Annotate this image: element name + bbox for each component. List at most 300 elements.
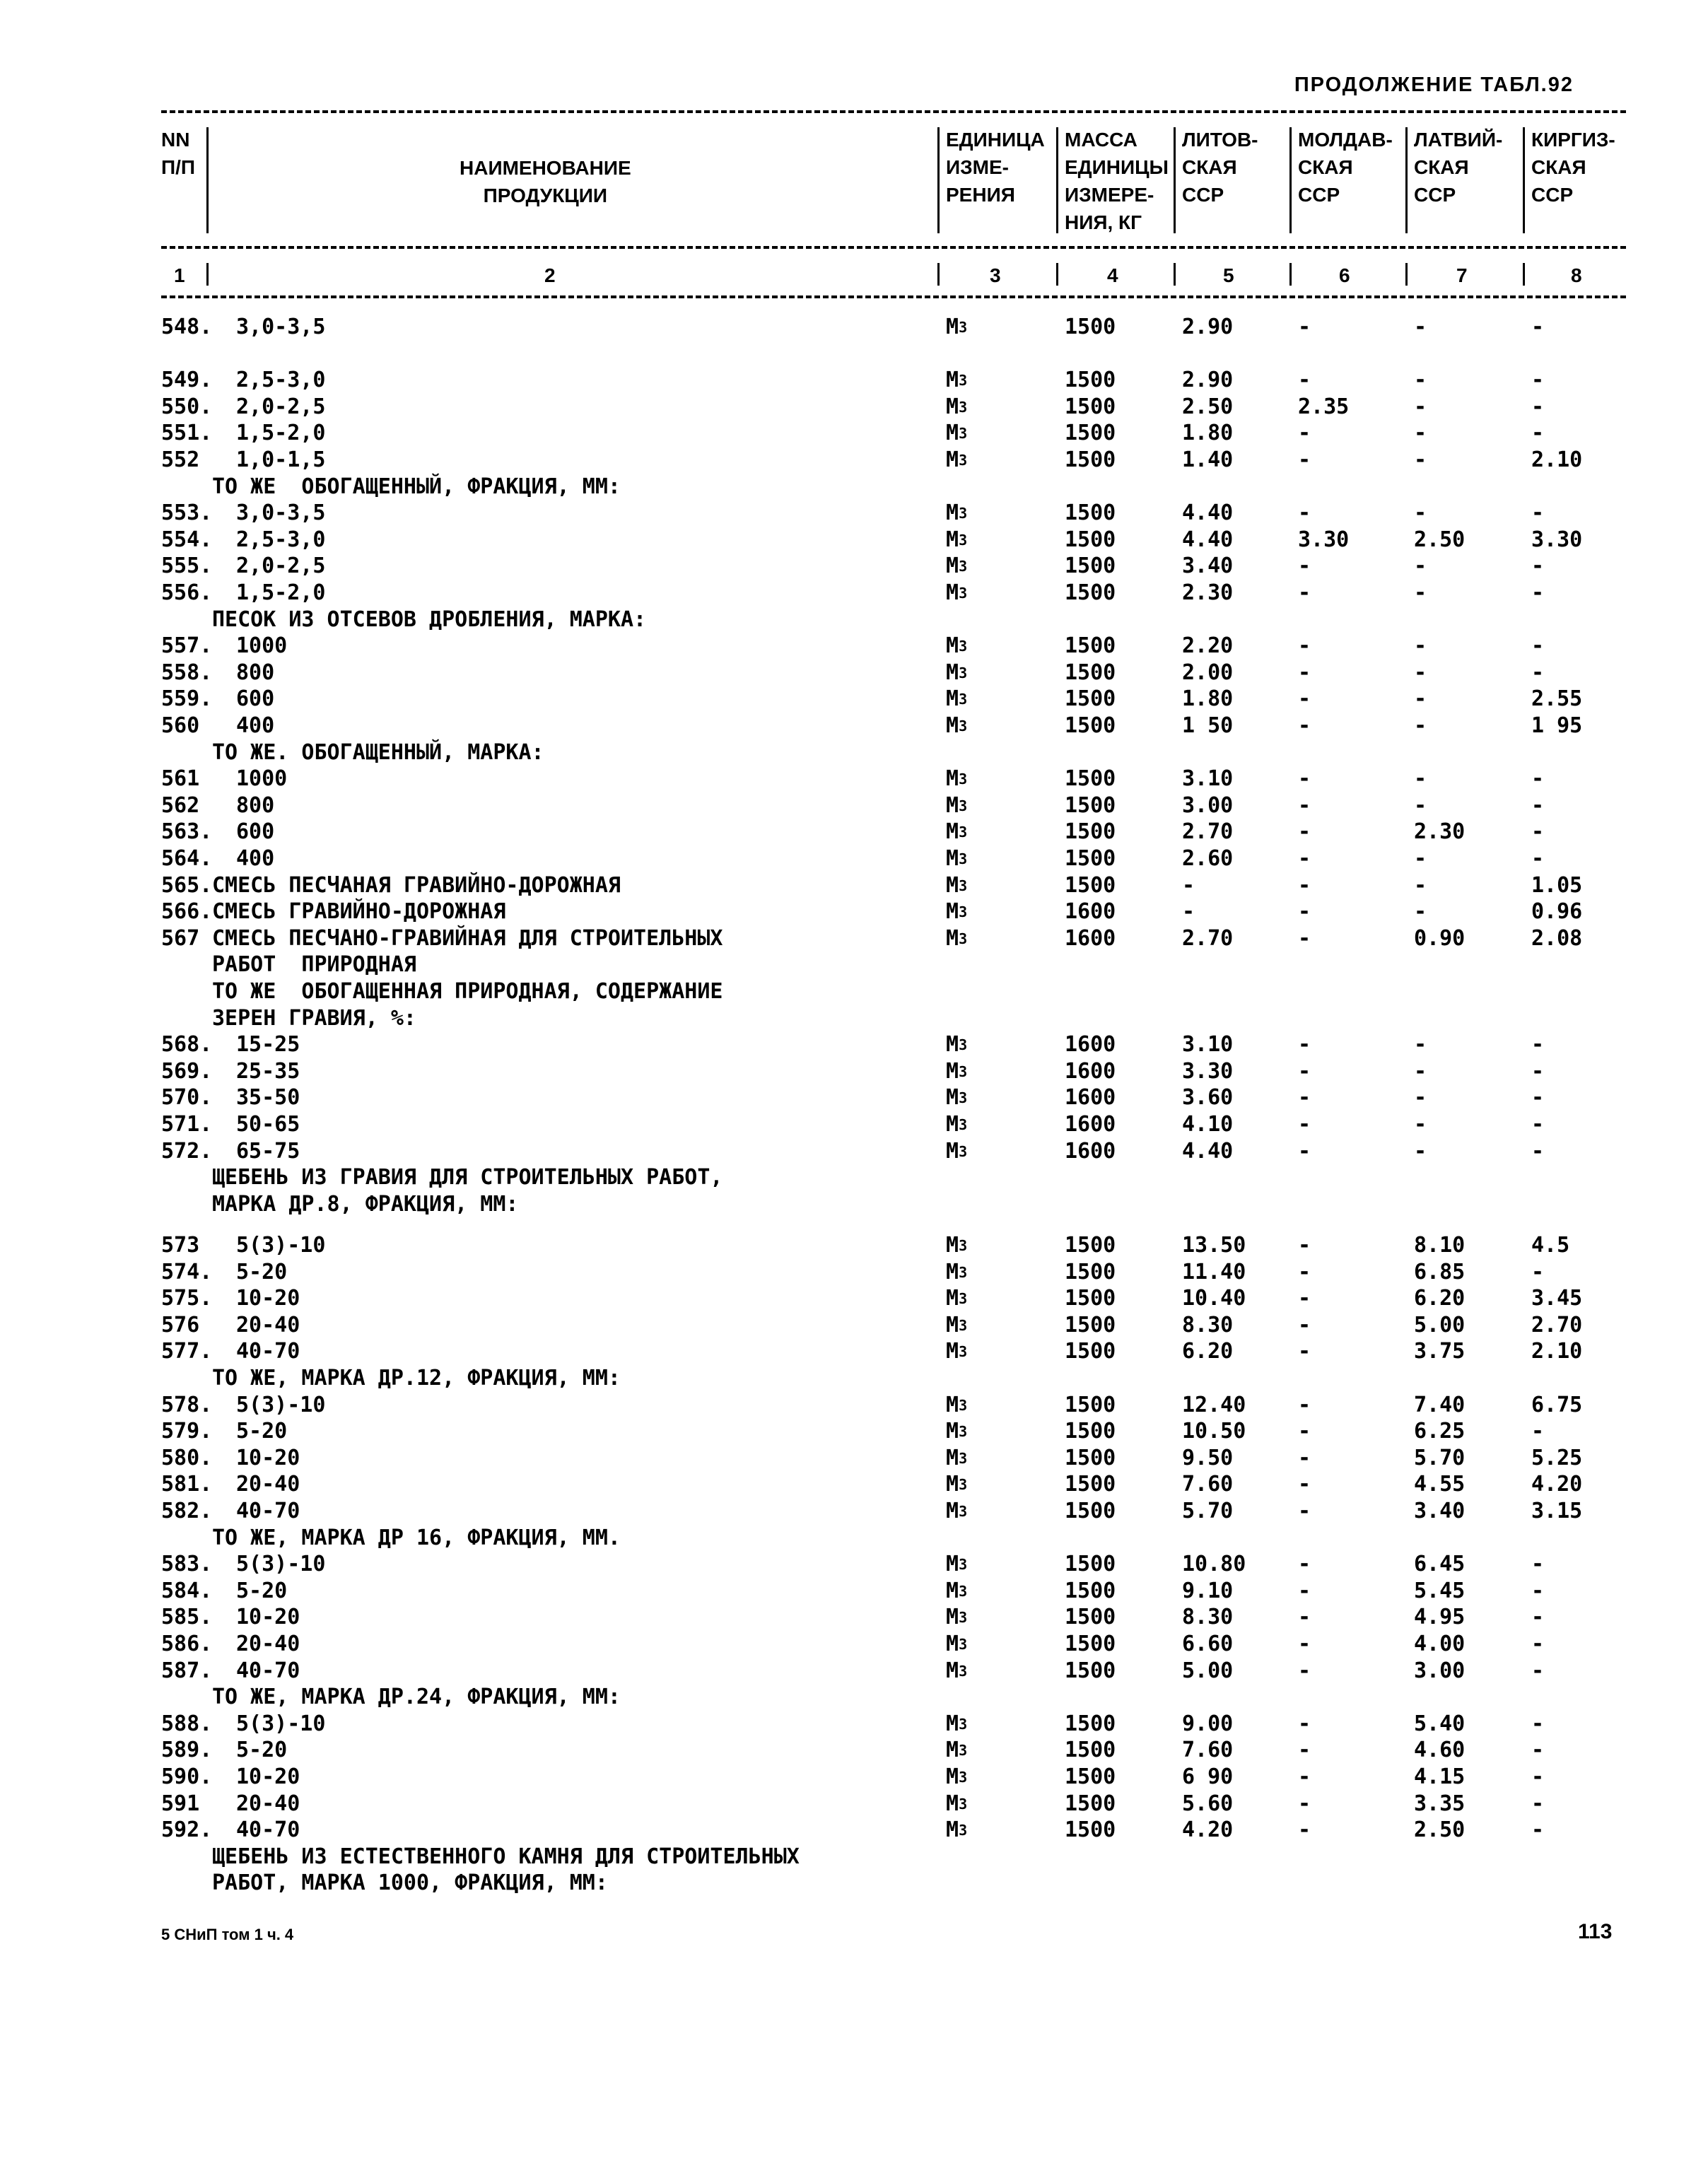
kyrgyz-value: - [1531, 1578, 1545, 1603]
unit-cell [946, 394, 967, 421]
lithuanian-value: 9.00 [1182, 1711, 1234, 1736]
unit-text: М [946, 1112, 959, 1137]
header-separator [1405, 127, 1408, 233]
mass-value: 1500 [1065, 1472, 1116, 1497]
kyrgyz-value: - [1531, 1632, 1545, 1657]
unit-superscript: 3 [959, 850, 968, 867]
row-number: 580. [161, 1445, 213, 1470]
moldavian-value: 2.35 [1298, 394, 1350, 419]
section-heading-text: ЩЕБЕНЬ ИЗ ГРАВИЯ ДЛЯ СТРОИТЕЛЬНЫХ РАБОТ, [212, 1165, 723, 1190]
unit-superscript: 3 [959, 585, 968, 602]
latvian-value: 4.55 [1414, 1472, 1466, 1497]
moldavian-value: - [1298, 1445, 1311, 1470]
section-heading [0, 1191, 1708, 1218]
latvian-value: - [1414, 872, 1427, 898]
moldavian-value: - [1298, 1632, 1311, 1657]
kyrgyz-value: - [1531, 792, 1545, 818]
product-name: СМЕСЬ ПЕСЧАНО-ГРАВИЙНАЯ ДЛЯ СТРОИТЕЛЬНЫХ [212, 925, 723, 951]
moldavian-value: - [1298, 1419, 1311, 1444]
lithuanian-value: 4.40 [1182, 500, 1234, 526]
section-heading-text: ЗЕРЕН ГРАВИЯ, %: [212, 1005, 416, 1031]
row-number: 589. [161, 1738, 213, 1763]
unit-superscript: 3 [959, 1396, 968, 1414]
product-name: 40-70 [236, 1658, 300, 1683]
table-row [0, 792, 1708, 819]
unit-cell [946, 1498, 967, 1525]
section-heading-text: ТО ЖЕ ОБОГАЩЕННЫЙ, ФРАКЦИЯ, ММ: [212, 474, 621, 499]
mass-value: 1500 [1065, 713, 1116, 738]
kyrgyz-value: - [1531, 846, 1545, 871]
section-heading [0, 1164, 1708, 1191]
unit-text: М [946, 633, 959, 659]
kyrgyz-value: - [1531, 1711, 1545, 1736]
unit-text: М [946, 1259, 959, 1284]
unit-superscript: 3 [959, 691, 968, 708]
table-row [0, 660, 1708, 686]
moldavian-value: - [1298, 1032, 1311, 1058]
moldavian-value: 3.30 [1298, 527, 1350, 552]
row-number: 591 [161, 1791, 200, 1816]
mass-value: 1500 [1065, 315, 1116, 339]
latvian-value: 4.60 [1414, 1738, 1466, 1763]
moldavian-value: - [1298, 1738, 1311, 1763]
table-top-rule [161, 110, 1626, 113]
table-row [0, 1711, 1708, 1738]
unit-cell [946, 633, 967, 660]
unit-cell [946, 367, 967, 394]
lithuanian-value: 3.40 [1182, 554, 1234, 579]
latvian-value: - [1414, 899, 1427, 925]
kyrgyz-value: - [1531, 1085, 1545, 1111]
unit-superscript: 3 [959, 664, 968, 681]
moldavian-value: - [1298, 1791, 1311, 1816]
unit-text: М [946, 686, 959, 712]
kyrgyz-value: - [1531, 1738, 1545, 1763]
unit-superscript: 3 [959, 1822, 968, 1839]
lithuanian-value: 1.40 [1182, 447, 1234, 472]
lithuanian-value: 4.10 [1182, 1112, 1234, 1137]
row-number: 590. [161, 1764, 213, 1790]
mass-value: 1500 [1065, 368, 1116, 393]
kyrgyz-value: - [1531, 394, 1545, 419]
latvian-value: 8.10 [1414, 1233, 1466, 1258]
unit-superscript: 3 [959, 638, 968, 655]
unit-text: М [946, 1632, 959, 1657]
latvian-value: 3.35 [1414, 1791, 1466, 1816]
lithuanian-value: 11.40 [1182, 1259, 1246, 1284]
number-separator [1405, 263, 1408, 286]
col-header-lit: ЛИТОВ- СКАЯ ССР [1182, 129, 1258, 206]
lithuanian-value: 2.50 [1182, 394, 1234, 419]
latvian-value: 2.50 [1414, 527, 1466, 552]
mass-value: 1500 [1065, 1339, 1116, 1364]
mass-value: 1500 [1065, 633, 1116, 659]
row-number: 585. [161, 1605, 213, 1630]
moldavian-value: - [1298, 315, 1311, 339]
latvian-value: - [1414, 447, 1427, 472]
col-header-kir: КИРГИЗ- СКАЯ ССР [1531, 129, 1615, 206]
row-number: 571. [161, 1112, 213, 1137]
unit-text: М [946, 1711, 959, 1736]
product-name: 1,0-1,5 [236, 447, 326, 472]
mass-value: 1500 [1065, 1658, 1116, 1683]
latvian-value: - [1414, 580, 1427, 605]
kyrgyz-value: - [1531, 1138, 1545, 1164]
row-number: 587. [161, 1658, 213, 1683]
moldavian-value: - [1298, 819, 1311, 845]
table-body-rule [161, 295, 1626, 298]
unit-text: М [946, 1138, 959, 1164]
mass-value: 1500 [1065, 580, 1116, 605]
moldavian-value: - [1298, 899, 1311, 925]
latvian-value: - [1414, 686, 1427, 712]
moldavian-value: - [1298, 872, 1311, 898]
product-name: 2,0-2,5 [236, 394, 326, 419]
col-number: 7 [1456, 264, 1468, 286]
unit-text: М [946, 792, 959, 818]
row-number: 550. [161, 394, 213, 419]
table-row [0, 447, 1708, 474]
unit-superscript: 3 [959, 398, 968, 416]
moldavian-value: - [1298, 554, 1311, 579]
latvian-value: 5.70 [1414, 1445, 1466, 1470]
number-separator [1056, 263, 1058, 286]
row-number: 569. [161, 1058, 213, 1084]
section-heading [0, 952, 1708, 978]
table-row [0, 1392, 1708, 1419]
kyrgyz-value: 2.55 [1531, 686, 1583, 712]
table-row [0, 367, 1708, 394]
unit-text: М [946, 1233, 959, 1258]
unit-text: М [946, 1658, 959, 1683]
unit-cell [946, 766, 967, 792]
moldavian-value: - [1298, 1711, 1311, 1736]
kyrgyz-value: 6.75 [1531, 1392, 1583, 1417]
section-heading [0, 1005, 1708, 1032]
unit-cell [946, 1338, 967, 1365]
latvian-value: - [1414, 421, 1427, 446]
product-name: 800 [236, 660, 275, 685]
unit-superscript: 3 [959, 1476, 968, 1494]
moldavian-value: - [1298, 368, 1311, 393]
header-separator [937, 127, 940, 233]
footer-source: 5 СНиП том 1 ч. 4 [161, 1926, 294, 1943]
unit-cell [946, 1285, 967, 1312]
section-heading-text: МАРКА ДР.8, ФРАКЦИЯ, ММ: [212, 1191, 519, 1217]
lithuanian-value: 1.80 [1182, 686, 1234, 712]
moldavian-value: - [1298, 1058, 1311, 1084]
lithuanian-value: - [1182, 872, 1195, 898]
kyrgyz-value: 2.10 [1531, 447, 1583, 472]
header-separator [1056, 127, 1058, 233]
product-name: 20-40 [236, 1312, 300, 1337]
lithuanian-value: 10.40 [1182, 1286, 1246, 1311]
moldavian-value: - [1298, 925, 1311, 951]
latvian-value: - [1414, 368, 1427, 393]
mass-value: 1500 [1065, 1392, 1116, 1417]
row-number: 579. [161, 1419, 213, 1444]
unit-cell [946, 660, 967, 686]
kyrgyz-value: - [1531, 1791, 1545, 1816]
product-name: 1000 [236, 766, 288, 792]
unit-cell [946, 819, 967, 845]
lithuanian-value: 2.70 [1182, 819, 1234, 845]
product-name: 5-20 [236, 1738, 288, 1763]
product-name: 35-50 [236, 1085, 300, 1111]
table-row [0, 686, 1708, 713]
unit-superscript: 3 [959, 1062, 968, 1080]
mass-value: 1500 [1065, 1499, 1116, 1524]
col-number: 8 [1571, 264, 1582, 286]
kyrgyz-value: 4.20 [1531, 1472, 1583, 1497]
unit-cell [946, 872, 967, 899]
mass-value: 1500 [1065, 1552, 1116, 1577]
section-heading [0, 739, 1708, 766]
mass-value: 1500 [1065, 1791, 1116, 1816]
kyrgyz-value: 0.96 [1531, 899, 1583, 925]
unit-superscript: 3 [959, 1795, 968, 1813]
latvian-value: - [1414, 1058, 1427, 1084]
latvian-value: - [1414, 1112, 1427, 1137]
col-header-unit: ЕДИНИЦА ИЗМЕ- РЕНИЯ [946, 129, 1045, 206]
row-number: 578. [161, 1392, 213, 1417]
moldavian-value: - [1298, 1286, 1311, 1311]
col-number: 6 [1339, 264, 1350, 286]
number-separator [1523, 263, 1525, 286]
unit-cell [946, 1445, 967, 1472]
mass-value: 1500 [1065, 1711, 1116, 1736]
product-name: 1000 [236, 633, 288, 659]
table-row [0, 1764, 1708, 1791]
unit-text: М [946, 899, 959, 925]
unit-superscript: 3 [959, 452, 968, 469]
unit-superscript: 3 [959, 1556, 968, 1574]
mass-value: 1500 [1065, 819, 1116, 845]
row-number: 564. [161, 846, 213, 871]
unit-text: М [946, 1791, 959, 1816]
table-row [0, 766, 1708, 792]
product-name: 15-25 [236, 1032, 300, 1058]
unit-superscript: 3 [959, 903, 968, 921]
latvian-value: 5.40 [1414, 1711, 1466, 1736]
kyrgyz-value: - [1531, 1658, 1545, 1683]
moldavian-value: - [1298, 1658, 1311, 1683]
table-row [0, 1551, 1708, 1578]
latvian-value: 3.00 [1414, 1658, 1466, 1683]
col-header-mol: МОЛДАВ- СКАЯ ССР [1298, 129, 1393, 206]
unit-cell [946, 527, 967, 554]
table-row [0, 1338, 1708, 1365]
unit-superscript: 3 [959, 1769, 968, 1786]
unit-cell [946, 1711, 967, 1738]
table-row [0, 1658, 1708, 1685]
unit-text: М [946, 846, 959, 871]
moldavian-value: - [1298, 713, 1311, 738]
unit-superscript: 3 [959, 1449, 968, 1467]
mass-value: 1600 [1065, 1138, 1116, 1164]
mass-value: 1500 [1065, 1764, 1116, 1790]
row-number: 558. [161, 660, 213, 685]
table-row [0, 1312, 1708, 1339]
moldavian-value: - [1298, 1138, 1311, 1164]
lithuanian-value: 4.40 [1182, 1138, 1234, 1164]
table-row [0, 1817, 1708, 1844]
unit-cell [946, 1084, 967, 1111]
kyrgyz-value: 3.45 [1531, 1286, 1583, 1311]
lithuanian-value: 2.00 [1182, 660, 1234, 685]
moldavian-value: - [1298, 660, 1311, 685]
latvian-value: - [1414, 660, 1427, 685]
lithuanian-value: 4.40 [1182, 527, 1234, 552]
row-number: 581. [161, 1472, 213, 1497]
latvian-value: - [1414, 792, 1427, 818]
unit-text: М [946, 766, 959, 792]
product-name: СМЕСЬ ГРАВИЙНО-ДОРОЖНАЯ [212, 899, 506, 925]
unit-cell [946, 420, 967, 447]
unit-superscript: 3 [959, 1503, 968, 1521]
mass-value: 1600 [1065, 1112, 1116, 1137]
moldavian-value: - [1298, 1339, 1311, 1364]
section-heading [0, 1525, 1708, 1552]
unit-superscript: 3 [959, 319, 968, 336]
header-separator [1523, 127, 1525, 233]
row-number: 577. [161, 1339, 213, 1364]
product-name: 5(3)-10 [236, 1711, 326, 1736]
unit-cell [946, 1604, 967, 1631]
unit-superscript: 3 [959, 1715, 968, 1733]
moldavian-value: - [1298, 1499, 1311, 1524]
kyrgyz-value: - [1531, 819, 1545, 845]
product-name: 5(3)-10 [236, 1233, 326, 1258]
col-number: 2 [544, 264, 556, 286]
product-name: 600 [236, 819, 275, 845]
lithuanian-value: 9.50 [1182, 1445, 1234, 1470]
moldavian-value: - [1298, 1085, 1311, 1111]
lithuanian-value: 2.20 [1182, 633, 1234, 659]
product-name: СМЕСЬ ПЕСЧАНАЯ ГРАВИЙНО-ДОРОЖНАЯ [212, 872, 621, 898]
unit-cell [946, 500, 967, 527]
unit-cell [946, 580, 967, 607]
section-heading [0, 1684, 1708, 1711]
header-separator [1289, 127, 1292, 233]
moldavian-value: - [1298, 580, 1311, 605]
unit-text: М [946, 554, 959, 579]
lithuanian-value: - [1182, 899, 1195, 925]
unit-text: М [946, 1578, 959, 1603]
mass-value: 1600 [1065, 1085, 1116, 1111]
lithuanian-value: 2.30 [1182, 580, 1234, 605]
latvian-value: - [1414, 713, 1427, 738]
moldavian-value: - [1298, 1259, 1311, 1284]
table-row [0, 1604, 1708, 1631]
kyrgyz-value: 3.15 [1531, 1499, 1583, 1524]
unit-cell [946, 845, 967, 872]
table-row [0, 1058, 1708, 1085]
row-number: 561 [161, 766, 200, 792]
number-separator [1289, 263, 1292, 286]
table-row [0, 1471, 1708, 1498]
moldavian-value: - [1298, 1764, 1311, 1790]
latvian-value: - [1414, 500, 1427, 526]
row-number: 574. [161, 1259, 213, 1284]
unit-cell [946, 1232, 967, 1259]
unit-text: М [946, 713, 959, 738]
unit-superscript: 3 [959, 930, 968, 947]
latvian-value: 6.20 [1414, 1286, 1466, 1311]
lithuanian-value: 5.00 [1182, 1658, 1234, 1683]
unit-superscript: 3 [959, 372, 968, 390]
kyrgyz-value: 3.30 [1531, 527, 1583, 552]
mass-value: 1500 [1065, 1312, 1116, 1337]
number-separator [937, 263, 940, 286]
table-row [0, 1498, 1708, 1525]
unit-text: М [946, 1445, 959, 1470]
unit-text: М [946, 1552, 959, 1577]
lithuanian-value: 2.60 [1182, 846, 1234, 871]
unit-text: М [946, 660, 959, 685]
unit-text: М [946, 368, 959, 393]
product-name: 20-40 [236, 1791, 300, 1816]
moldavian-value: - [1298, 846, 1311, 871]
row-number: 563. [161, 819, 213, 845]
col-number: 4 [1107, 264, 1118, 286]
col-number: 1 [174, 264, 185, 286]
unit-text: М [946, 315, 959, 339]
unit-text: М [946, 1058, 959, 1084]
table-continuation-title: ПРОДОЛЖЕНИЕ ТАБЛ.92 [1294, 74, 1574, 96]
lithuanian-value: 6 90 [1182, 1764, 1234, 1790]
product-name: 600 [236, 686, 275, 712]
unit-superscript: 3 [959, 771, 968, 788]
lithuanian-value: 3.30 [1182, 1058, 1234, 1084]
lithuanian-value: 1 50 [1182, 713, 1234, 738]
kyrgyz-value: - [1531, 1259, 1545, 1284]
row-number: 586. [161, 1632, 213, 1657]
unit-text: М [946, 394, 959, 419]
latvian-value: - [1414, 846, 1427, 871]
unit-superscript: 3 [959, 1609, 968, 1627]
unit-superscript: 3 [959, 1142, 968, 1160]
kyrgyz-value: 2.70 [1531, 1312, 1583, 1337]
lithuanian-value: 2.90 [1182, 368, 1234, 393]
section-heading [0, 1844, 1708, 1871]
lithuanian-value: 6.20 [1182, 1339, 1234, 1364]
unit-text: М [946, 1312, 959, 1337]
moldavian-value: - [1298, 1472, 1311, 1497]
unit-cell [946, 1418, 967, 1445]
unit-text: М [946, 819, 959, 845]
col-header-mass: МАССА ЕДИНИЦЫ ИЗМЕРЕ- НИЯ, КГ [1065, 129, 1169, 233]
row-number: 562 [161, 792, 200, 818]
row-number: 552 [161, 447, 200, 472]
section-heading-text: ТО ЖЕ ОБОГАЩЕННАЯ ПРИРОДНАЯ, СОДЕРЖАНИЕ [212, 979, 723, 1004]
mass-value: 1500 [1065, 846, 1116, 871]
unit-cell [946, 1658, 967, 1685]
mass-value: 1600 [1065, 1058, 1116, 1084]
moldavian-value: - [1298, 633, 1311, 659]
row-number: 555. [161, 554, 213, 579]
unit-cell [946, 314, 967, 341]
row-number: 570. [161, 1085, 213, 1111]
unit-cell [946, 447, 967, 474]
row-number: 551. [161, 421, 213, 446]
row-number: 584. [161, 1578, 213, 1603]
table-header-rule [161, 246, 1626, 249]
unit-text: М [946, 1085, 959, 1111]
unit-cell [946, 1791, 967, 1817]
col-header-nn: NN П/П [161, 129, 196, 178]
product-name: 10-20 [236, 1605, 300, 1630]
